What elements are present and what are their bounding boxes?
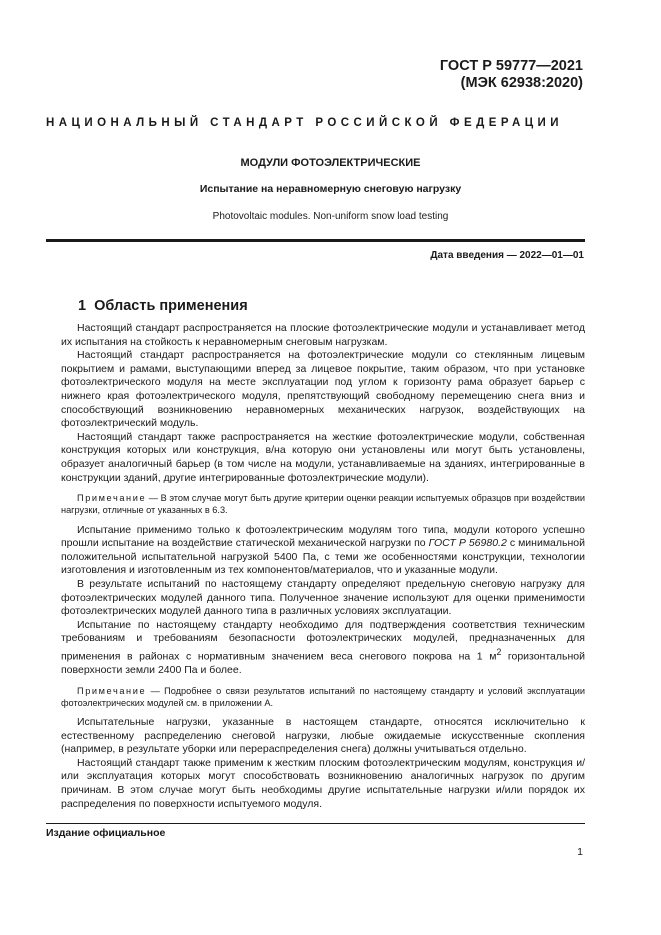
section-heading: [78, 298, 248, 314]
paragraph: Настоящий стандарт также применим к жестким плоским фотоэлектрическим модулям, конструкция и/или эксплуатация которых могут способствовать возникновению аналогичных нагрузок по другим причинам. В этом случае могут быть необходимы другие испытательные нагрузки и/или порядок их распределения по поверхности испытуемого модуля.: [61, 756, 585, 810]
paragraph: [61, 619, 585, 678]
document-subtitle: Испытание на неравномерную снеговую нагрузку: [199, 183, 462, 195]
document-title: МОДУЛИ ФОТОЭЛЕКТРИЧЕСКИЕ: [240, 157, 421, 169]
standard-reference: ГОСТ Р 56980.2: [428, 537, 507, 550]
paragraph: Настоящий стандарт распространяется на фотоэлектрические модули со стеклянным лицевым покрытием и рамами, выступающими вперед за лицевое покрытие, таким образом, что при установке фотоэлектрического модуля на месте эксплуатации под углом к горизонту рама образует барьер с нижнего края фотоэлектрического модуля, препятствующий свободному перемещению снега вниз и способствующий возникновению неравномерных механических нагрузок, воздействующих на фотоэлектрический модуль.: [61, 349, 585, 430]
paragraph-text: Испытание по настоящему стандарту необходимо для подтверждения соответствия техническим требованиям и требованиям безопасности фотоэлектрических модулей, предназначенных для применения в районах с нормативным значением веса снегового покрова на 1 м: [61, 618, 585, 663]
paragraph-text: горизонтальной поверхности земли 2400 Па и более.: [61, 650, 585, 676]
paragraph: [61, 524, 585, 578]
note-label: Примечание: [77, 493, 147, 504]
title-divider: [46, 239, 585, 242]
english-title: Photovoltaic modules. Non-uniform snow load testing: [212, 211, 449, 222]
standard-designation: [440, 58, 583, 92]
paragraph-text: с минимальной положительной испытательной нагрузкой 5400 Па, с теми же особенностями конструкции, технологии изготовления и изготовленным из тех компонентов/материалов, что и указанные модули.: [61, 537, 585, 577]
section-number: 1: [78, 298, 87, 314]
footer-divider: [46, 823, 585, 824]
page-number: 1: [577, 846, 583, 858]
paragraph: Настоящий стандарт распространяется на плоские фотоэлектрические модули и устанавливает метод их испытания на стойкость к неравномерным снеговым нагрузкам.: [61, 322, 585, 348]
note-text: — Подробнее о связи результатов испытаний по настоящему стандарту и условий эксплуатации фотоэлектрических модулей см. в приложении А.: [61, 685, 585, 708]
national-standard-heading: НАЦИОНАЛЬНЫЙ СТАНДАРТ РОССИЙСКОЙ ФЕДЕРАЦИИ: [46, 117, 563, 129]
paragraph: Испытательные нагрузки, указанные в настоящем стандарте, относятся исключительно к естественному распределению снеговой нагрузки, любые ожидаемые искусственные скопления (например, в результате уборки или перераспределения снега) должны учитываться отдельно.: [61, 715, 585, 756]
note-text: — В этом случае могут быть другие критерии оценки реакции испытуемых образцов при воздействии нагрузки, отличные от указанных в 6.3.: [61, 493, 585, 516]
note-label: Примечание: [77, 685, 147, 696]
paragraph-text: Испытание применимо только к фотоэлектрическим модулям того типа, модули которого успешно прошли испытание на воздействие статической механической нагрузки по: [61, 523, 585, 550]
section-title: Область применения: [94, 298, 248, 314]
designation-iec: (МЭК 62938:2020): [460, 75, 583, 91]
paragraph: В результате испытаний по настоящему стандарту определяют предельную снеговую нагрузку для фотоэлектрических модулей данного типа. Полученное значение используют для оценки применимости фотоэлектрических модулей данного типа в различных условиях эксплуатации.: [61, 577, 585, 618]
paragraph: Настоящий стандарт также распространяется на жесткие фотоэлектрические модули, собственная конструкция которых или конструкция, в/на которую они установлены или могут быть установлены, образует аналогичный барьер (в том числе на модули, устанавливаемые на зданиях, интегрированные в конструкции зданий, другие интегрированные фотоэлектрические модули).: [61, 430, 585, 484]
introduction-date: Дата введения — 2022—01—01: [430, 250, 584, 261]
section-body: [61, 322, 585, 811]
superscript: 2: [496, 646, 502, 657]
note: [61, 685, 585, 709]
official-edition-label: Издание официальное: [46, 827, 166, 839]
note: [61, 492, 585, 516]
designation-gost: ГОСТ Р 59777—2021: [439, 58, 583, 74]
